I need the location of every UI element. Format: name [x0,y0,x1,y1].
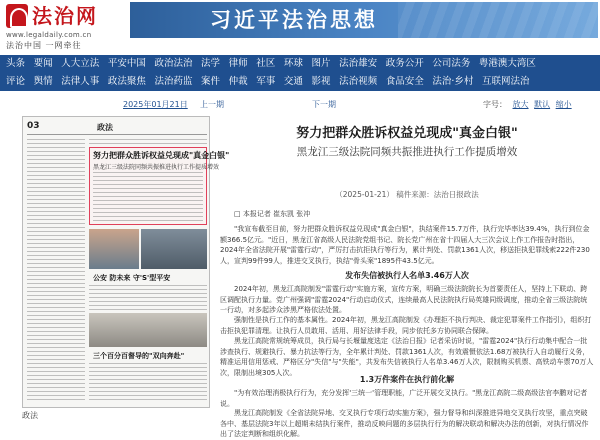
issue-date-link[interactable]: 2025年01月21日 [123,100,188,109]
paper-photo [141,229,207,269]
paper-story-title: 公安 防未来 守'S'型平安 [93,274,171,282]
nav-item-row2-6[interactable]: 仲裁 [228,76,248,87]
nav-item-row1-7[interactable]: 社区 [256,58,276,69]
article-byline: □ 本报记者 崔东凯 张冲 [234,210,311,218]
paper-text-column [89,285,207,311]
font-small-button[interactable]: 缩小 [555,100,572,109]
logo-slogan: 法治中国 一网牵往 [6,41,82,50]
highlighted-article-region[interactable] [89,147,230,225]
paper-text-column [89,139,207,145]
nav-item-row1-2[interactable]: 人大立法 [61,58,100,69]
paper-headline: 努力把群众胜诉权益兑现成"真金白银" [93,151,230,160]
paper-text-column [27,139,85,403]
nav-item-row1-8[interactable]: 环球 [283,58,303,69]
article-section-heading: 1.3万件案件在执行前化解 [359,375,455,384]
nav-item-row1-3[interactable]: 平安中国 [107,58,146,69]
nav-item-row2-1[interactable]: 舆情 [33,76,53,87]
paper-caption: 政法 [22,411,38,420]
logo-url: www.legaldaily.com.cn [6,31,92,39]
paper-photo [89,229,139,269]
nav-item-row1-12[interactable]: 公司法务 [432,58,471,69]
next-issue-link[interactable]: 下一期 [312,100,336,109]
nav-item-row1-0[interactable]: 头条 [6,58,26,69]
font-default-button[interactable]: 默认 [534,100,551,109]
paper-text-column [93,172,203,222]
nav-item-row1-10[interactable]: 法治雄安 [339,58,378,69]
nav-item-row1-11[interactable]: 政务公开 [385,58,424,69]
nav-item-row2-10[interactable]: 法治视频 [339,76,378,87]
site-logo[interactable] [6,4,126,52]
nav-item-row2-7[interactable]: 军事 [256,76,276,87]
nav-item-row2-12[interactable]: 法治·乡村 [432,76,474,87]
font-size-control [480,99,572,110]
article-title: 努力把群众胜诉权益兑现成"真金白银" [296,126,518,141]
nav-item-row2-3[interactable]: 政法聚焦 [107,76,146,87]
paper-story-title: 三个百分百督导的"双向奔赴" [93,352,185,360]
nav-item-row2-9[interactable]: 影视 [311,76,331,87]
nav-row-secondary [0,73,600,91]
article-subtitle: 黑龙江三级法院同频共振推进执行工作提质增效 [296,146,518,158]
paper-section-name: 政法 [97,123,113,132]
paper-text-column [89,363,207,403]
nav-item-row1-1[interactable]: 要闻 [33,58,53,69]
paper-photo [89,313,207,347]
nav-item-row2-0[interactable]: 评论 [6,76,26,87]
nav-item-row1-4[interactable]: 政治法治 [154,58,193,69]
nav-item-row1-5[interactable]: 法学 [201,58,221,69]
article-meta: （2025-01-21） 稿件来源：法治日报政法 [335,190,479,199]
logo-name: 法治网 [32,4,98,28]
newspaper-page-thumbnail[interactable] [22,116,230,408]
banner-title: 习近平法治思想 [210,7,378,32]
nav-item-row2-11[interactable]: 食品安全 [385,76,424,87]
article-paragraph: 强制性是执行工作的基本属性。2024年初，黑龙江高院制发《办理拒不执行判决、裁定犯罪案件工作指引》，组织打击拒执犯罪清理。让执行人员敢用、活用、用好法律手段，同步依托多方协同联合保障。 [220,316,592,335]
prev-issue-link[interactable]: 上一期 [200,100,224,109]
paper-subheadline: 黑龙江三级法院同频共振推进执行工作提质增效 [93,164,220,171]
article-paragraph: 2024年初，黑龙江高院制发"雷霆行动"实施方案，宣传方案，明确三级法院院长为首要责任人，坚持上下联动、跨区调配执行力量。党广州强调"雷霆2024"行动启动仪式，连续最高人民法院执行局英雄同级调度，推动全省三级法院统一行动，对多起涉众涉黑严格依法处置。 [220,285,588,314]
article-paragraph: "为有效治理消极执行行为，充分发挥'三统一'管理职能，广泛开展交叉执行。"黑龙江高院二级高级法官李鹏对记者说。 [220,389,588,408]
nav-item-row2-2[interactable]: 法律人事 [61,76,100,87]
nav-item-row2-13[interactable]: 互联网法治 [481,76,530,87]
top-banner[interactable] [130,2,598,38]
nav-row-primary [0,55,600,73]
nav-item-row2-8[interactable]: 交通 [283,76,303,87]
nav-item-row1-6[interactable]: 律师 [228,58,248,69]
font-large-button[interactable]: 放大 [512,100,529,109]
nav-item-row1-9[interactable]: 图片 [311,58,331,69]
article-paragraph: 黑龙江高院常规统筹成员，执行局与长堰量度选定《法治日报》记者采访时说，"雷霆2024"执行行动集中配合一批涉查执行、规避执行、暴力抗法等行为，全年累计判处、罚款1361人次，有效震慑依法1.68万被执行人自动履行义务，精准运用信用惩戒、严格区分"失信"与"失能"，共发布失信被执行人名单3.46万人次，限制购买机票、高铁动车票70万人次，限制出境305人次。 [220,337,594,377]
logo-icon [6,4,28,28]
article-paragraph: 黑龙江高院制发《全省法院异地、交叉执行专项行动实施方案》，强力督导和纠深推进异地交叉执行攻坚，重点突破各中、基层法院3年以上超期未结执行案件，推动反映问题的多层执行行为的解决联动和解决办法的创新，对执行情况作出了法定判断和组织化解。 [220,409,589,438]
article-section-heading: 发布失信被执行人名单3.46万人次 [345,271,469,280]
issue-datebar [0,97,600,111]
paper-masthead [27,121,207,135]
main-nav [0,55,600,91]
nav-item-row1-13[interactable]: 粤港澳大湾区 [478,58,536,69]
paper-page-number: 03 [27,121,40,131]
nav-item-row2-5[interactable]: 案件 [201,76,221,87]
nav-item-row2-4[interactable]: 法治药监 [154,76,193,87]
article-paragraph: "我宣布截至目前，努力把群众胜诉权益兑现成"真金白银"，执结案件15.7万件，执行完毕率达39.4%，执行到位金额366.5亿元。"近日，黑龙江省高级人民法院党组书记、院长党广州在省十四届人大三次会议上作工作报告时指出，2024年全省法院开展"雷霆行动"，严厉打击抗拒执行等行为，累计判处、罚款1361人次，移送拒执犯罪线索222件230人，宣判99件99人，推进交叉执行，执结"骨头案"1895件43.5亿元。 [220,225,590,265]
site-header [0,0,600,55]
font-size-label: 字号： [483,100,507,109]
